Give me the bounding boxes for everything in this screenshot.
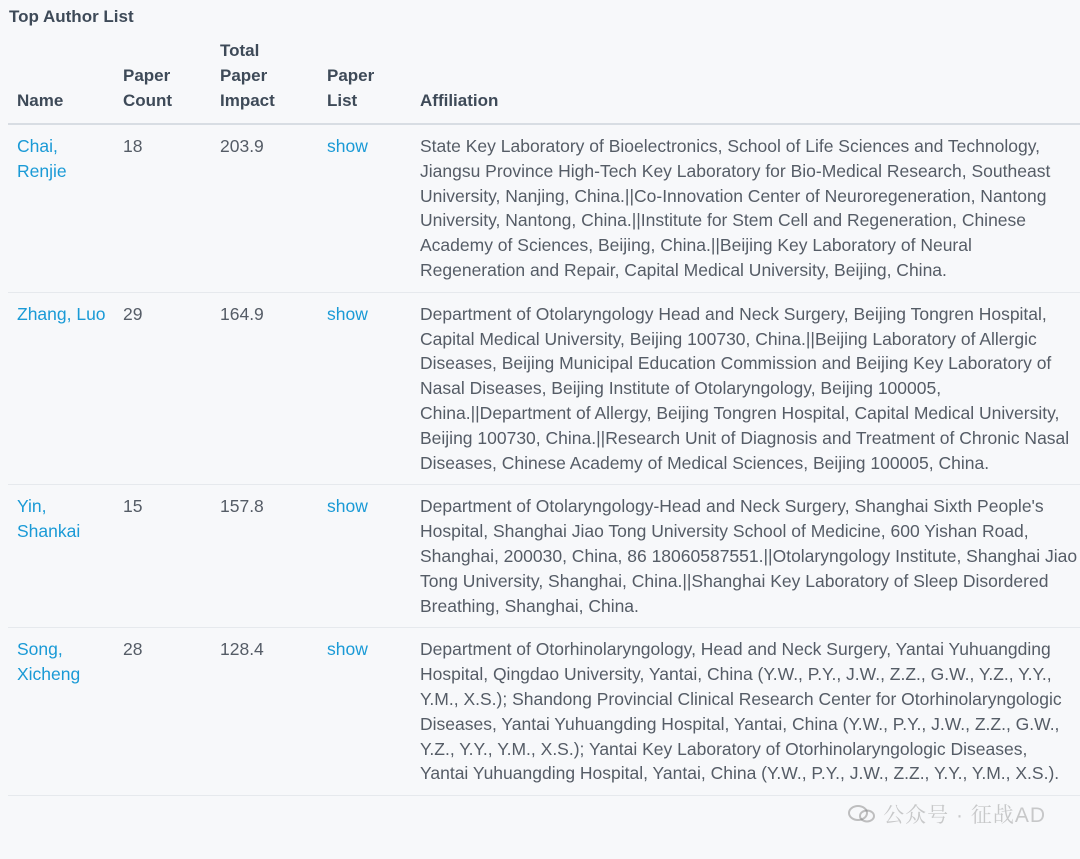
total-paper-impact: 157.8: [211, 485, 318, 628]
paper-count: 15: [114, 485, 211, 628]
author-name-link[interactable]: Song, Xicheng: [8, 628, 114, 796]
affiliation: Department of Otorhinolaryngology, Head and Neck Surgery, Yantai Yuhuangding Hospital, Qingdao University, Yantai, China (Y.W., P.Y., J.W., Z.Z., G.W., Y.Z., Y.Y., Y.M., X.S.); Shandong Provincial Clinical Research Center for Otorhinolaryngologic Diseases, Yantai Yuhuangding Hospital, Yantai, China (Y.W., P.Y., J.W., Z.Z., G.W., Y.Z., Y.Y., Y.M., X.S.); Yantai Key Laboratory of Otorhinolaryngologic Diseases, Yantai Yuhuangding Hospital, Yantai, China (Y.W., P.Y., J.W., Z.Z., Y.Y., Y.M., X.S.).: [411, 628, 1080, 796]
table-row: [8, 628, 1080, 796]
paper-count: 29: [114, 292, 211, 485]
show-paper-list-link[interactable]: show: [318, 485, 411, 628]
paper-count: 28: [114, 628, 211, 796]
paper-count: 18: [114, 124, 211, 292]
total-paper-impact: 164.9: [211, 292, 318, 485]
show-paper-list-link[interactable]: show: [318, 124, 411, 292]
author-name-link[interactable]: Yin, Shankai: [8, 485, 114, 628]
affiliation: Department of Otolaryngology-Head and Neck Surgery, Shanghai Sixth People's Hospital, Shanghai Jiao Tong University School of Medicine, 600 Yishan Road, Shanghai, 200030, China, 86 18060587551.||Otolaryngology Institute, Shanghai Jiao Tong University, Shanghai, China.||Shanghai Key Laboratory of Sleep Disordered Breathing, Shanghai, China.: [411, 485, 1080, 628]
total-paper-impact: 128.4: [211, 628, 318, 796]
table-row: [8, 124, 1080, 292]
author-name-link[interactable]: Zhang, Luo: [8, 292, 114, 485]
header-total-paper-impact[interactable]: Total Paper Impact: [211, 38, 318, 124]
author-table: [8, 38, 1080, 796]
header-paper-list: Paper List: [318, 38, 411, 124]
total-paper-impact: 203.9: [211, 124, 318, 292]
watermark: [847, 799, 1046, 829]
affiliation: Department of Otolaryngology Head and Neck Surgery, Beijing Tongren Hospital, Capital Medical University, Beijing 100730, China.||Beijing Laboratory of Allergic Diseases, Beijing Municipal Education Commission and Beijing Key Laboratory of Nasal Diseases, Beijing Institute of Otolaryngology, Beijing 100005, China.||Department of Allergy, Beijing Tongren Hospital, Capital Medical University, Beijing 100730, China.||Research Unit of Diagnosis and Treatment of Chronic Nasal Diseases, Chinese Academy of Medical Sciences, Beijing 100005, China.: [411, 292, 1080, 485]
show-paper-list-link[interactable]: show: [318, 628, 411, 796]
show-paper-list-link[interactable]: show: [318, 292, 411, 485]
page-title: Top Author List: [9, 7, 134, 26]
watermark-text: 公众号 · 征战AD: [883, 804, 1046, 827]
header-affiliation: Affiliation: [411, 38, 1080, 124]
table-header-row: [8, 38, 1080, 124]
wechat-icon: [847, 804, 877, 824]
affiliation: State Key Laboratory of Bioelectronics, School of Life Sciences and Technology, Jiangsu Province High-Tech Key Laboratory for Bio-Medical Research, Southeast University, Nanjing, China.||Co-Innovation Center of Neuroregeneration, Nantong University, Nantong, China.||Institute for Stem Cell and Regeneration, Chinese Academy of Sciences, Beijing, China.||Beijing Key Laboratory of Neural Regeneration and Repair, Capital Medical University, Beijing, China.: [411, 124, 1080, 292]
table-row: [8, 292, 1080, 485]
header-paper-count[interactable]: Paper Count: [114, 38, 211, 124]
author-name-link[interactable]: Chai, Renjie: [8, 124, 114, 292]
header-name[interactable]: Name: [8, 38, 114, 124]
table-row: [8, 485, 1080, 628]
